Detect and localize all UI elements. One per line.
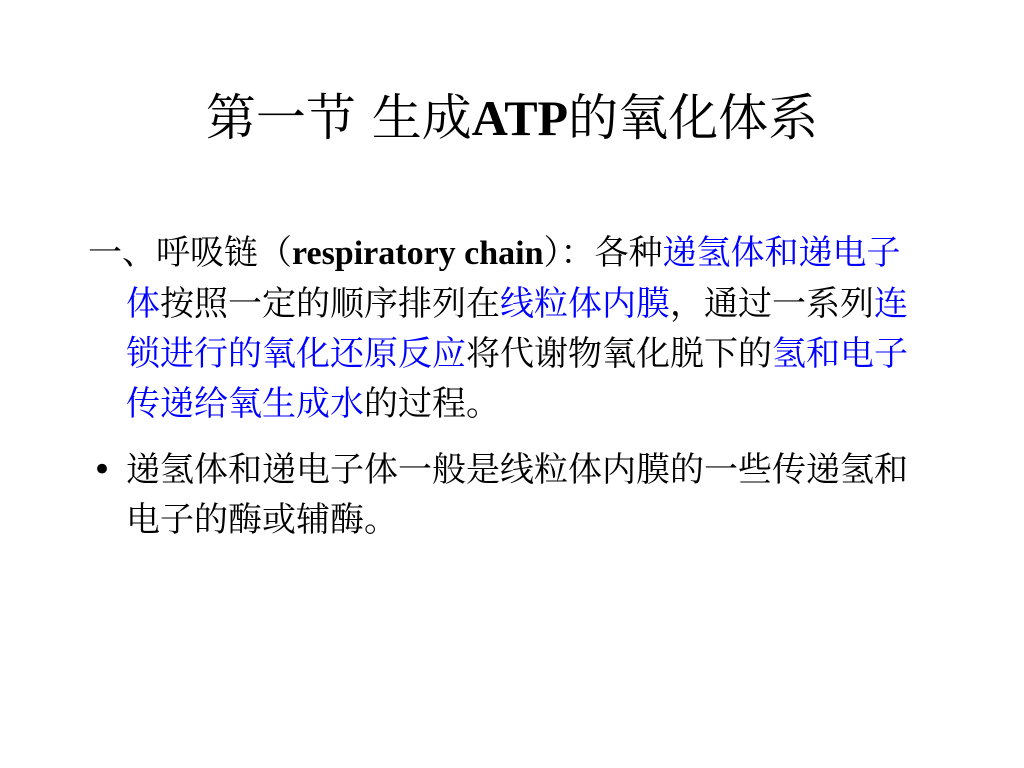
slide-body: [88, 228, 918, 545]
definition-after-term: ）：各种: [543, 233, 663, 273]
bullet-item: [88, 445, 918, 545]
bullet-text: 递氢体和递电子体一般是线粒体内膜的一些传递氢和电子的酶或辅酶。: [126, 450, 908, 540]
highlight-transfer-to-oxygen: 氢和电子传递给氧生成水: [126, 334, 908, 424]
definition-lead: 一、呼吸链（: [88, 233, 292, 273]
respiratory-chain-definition: [88, 228, 918, 429]
definition-text-5: 的过程。: [364, 384, 500, 424]
definition-text-3: ，通过一系列: [670, 284, 874, 324]
definition-english-term: respiratory chain: [292, 235, 544, 272]
bullet-marker: •: [92, 450, 113, 490]
title-atp: ATP: [471, 90, 569, 146]
highlight-redox-reactions: 连锁进行的氧化还原反应: [126, 284, 908, 374]
definition-text-4: 将代谢物氧化脱下的: [466, 334, 772, 374]
highlight-inner-mitochondrial-membrane: 线粒体内膜: [500, 284, 670, 324]
title-suffix: 的氧化体系: [568, 89, 819, 147]
title-prefix: 第一节 生成: [205, 89, 472, 147]
slide-title: [0, 88, 1024, 148]
definition-text-2: 按照一定的顺序排列在: [160, 284, 500, 324]
highlight-hydrogen-electron-carriers: 递氢体和递电子体: [126, 233, 901, 324]
